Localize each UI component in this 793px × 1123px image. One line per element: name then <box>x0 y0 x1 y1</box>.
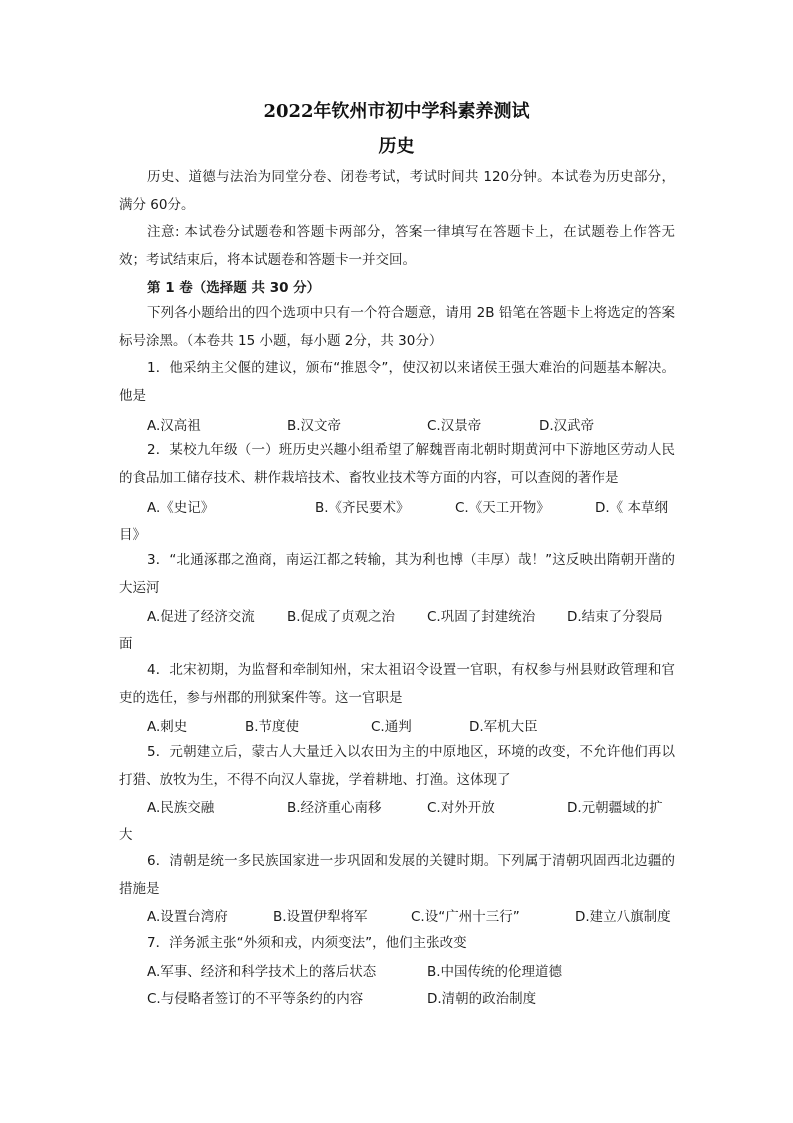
option-b: B.汉文帝 <box>287 418 342 434</box>
subject-title: 历史 <box>378 136 415 157</box>
question-1-stem: 1．他采纳主父偃的建议，颁布“推恩令”，使汉初以来诸侯王强大难治的问题基本解决。他是 <box>119 360 675 404</box>
question-2-option-d-wrap: 目》 <box>119 527 146 543</box>
option-b: B.设置伊犁将军 <box>273 909 368 925</box>
option-a: A.军事、经济和科学技术上的落后状态 <box>147 964 377 980</box>
option-d: D.结束了分裂局 <box>567 609 663 625</box>
question-7-stem: 7．洋务派主张“外须和戎，内须变法”，他们主张改变 <box>147 935 467 951</box>
option-c: C.与侵略者签订的不平等条约的内容 <box>147 991 364 1007</box>
intro-paragraph: 历史、道德与法治为同堂分卷、闭卷考试，考试时间共 120分钟。本试卷为历史部分，满分 60分。 <box>119 169 675 213</box>
option-c: C.《天工开物》 <box>455 500 550 516</box>
option-b: B.《齐民要术》 <box>315 500 410 516</box>
question-7-options-row-2 <box>147 987 677 1009</box>
option-b: B.节度使 <box>245 719 300 735</box>
option-a: A.《史记》 <box>147 500 215 516</box>
question-3-option-d-wrap: 面 <box>119 636 133 652</box>
question-6-stem: 6．清朝是统一多民族国家进一步巩固和发展的关键时期。下列属于清朝巩固西北边疆的措施是 <box>119 853 675 897</box>
option-c: C.设“广州十三行” <box>411 909 520 925</box>
option-d: D.军机大臣 <box>469 719 538 735</box>
question-3-options <box>147 605 677 627</box>
option-b: B.促成了贞观之治 <box>287 609 396 625</box>
option-d: D.元朝疆域的扩 <box>567 800 663 816</box>
option-d: D.清朝的政治制度 <box>427 991 537 1007</box>
option-c: C.巩固了封建统治 <box>427 609 536 625</box>
option-a: A.汉高祖 <box>147 418 201 434</box>
option-b: B.经济重心南移 <box>287 800 382 816</box>
option-c: C.汉景帝 <box>427 418 482 434</box>
question-2-stem: 2．某校九年级（一）班历史兴趣小组希望了解魏晋南北朝时期黄河中下游地区劳动人民的食品加工储存技术、耕作栽培技术、畜牧业技术等方面的内容，可以查阅的著作是 <box>119 442 675 486</box>
question-4-stem: 4．北宋初期，为监督和牵制知州，宋太祖诏令设置一官职，有权参与州县财政管理和官吏的选任，参与州郡的刑狱案件等。这一官职是 <box>119 662 675 706</box>
option-d: D.建立八旗制度 <box>575 909 671 925</box>
option-a: A.设置台湾府 <box>147 909 228 925</box>
notice-paragraph: 注意: 本试卷分试题卷和答题卡两部分，答案一律填写在答题卡上，在试题卷上作答无效；考试结束后，将本试题卷和答题卡一并交回。 <box>119 224 675 268</box>
option-d: D.汉武帝 <box>539 418 595 434</box>
option-c: C.对外开放 <box>427 800 495 816</box>
question-3-stem: 3．“北通涿郡之渔商，南运江都之转输，其为利也博（丰厚）哉！”这反映出隋朝开凿的大运河 <box>119 552 675 596</box>
question-5-stem: 5．元朝建立后，蒙古人大量迁入以农田为主的中原地区，环境的改变，不允许他们再以打猎、放牧为生，不得不向汉人靠拢，学着耕地、打渔。这体现了 <box>119 744 675 788</box>
question-4-options <box>147 715 677 737</box>
question-5-option-d-wrap: 大 <box>119 827 133 843</box>
option-d: D.《 本草纲 <box>595 500 668 516</box>
option-a: A.民族交融 <box>147 800 215 816</box>
question-7-options-row-1 <box>147 960 677 982</box>
exam-title: 2022年钦州市初中学科素养测试 <box>263 101 530 122</box>
option-a: A.刺史 <box>147 719 188 735</box>
option-a: A.促进了经济交流 <box>147 609 255 625</box>
question-1-options <box>147 414 677 436</box>
option-c: C.通判 <box>371 719 412 735</box>
section-instructions: 下列各小题给出的四个选项中只有一个符合题意，请用 2B 铅笔在答题卡上将选定的答案标号涂黑。（本卷共 15 小题，每小题 2分，共 30分） <box>119 305 675 349</box>
question-6-options <box>147 905 677 927</box>
section-heading: 第 1 卷（选择题 共 30 分） <box>147 280 321 296</box>
question-2-options <box>147 496 677 518</box>
question-5-options <box>147 796 677 818</box>
option-b: B.中国传统的伦理道德 <box>427 964 563 980</box>
